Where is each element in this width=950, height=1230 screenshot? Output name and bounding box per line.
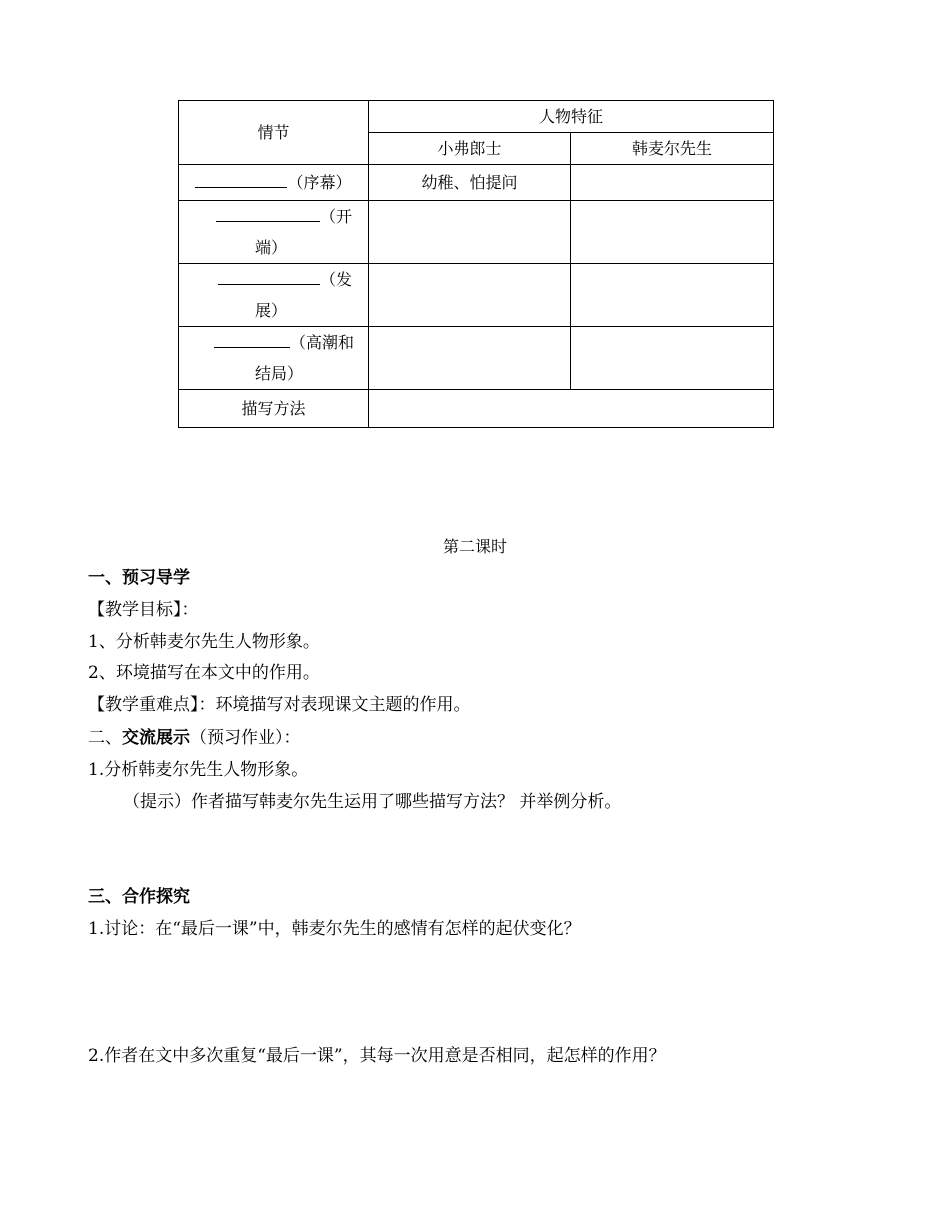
method-label: 描写方法 xyxy=(179,390,369,428)
table-row xyxy=(179,327,774,390)
key-text: 环境描写对表现课文主题的作用。 xyxy=(215,695,471,715)
row-label-climax: （高潮和 结局） xyxy=(179,327,369,390)
key-label: 【教学重难点】： xyxy=(88,695,216,715)
table-row xyxy=(179,165,774,201)
fill-blank[interactable] xyxy=(216,203,320,222)
row-hamel-cell xyxy=(571,264,774,327)
row-franz-cell xyxy=(369,201,571,264)
row-label-development: （发 展） xyxy=(179,264,369,327)
header-hamel: 韩麦尔先生 xyxy=(571,133,774,165)
heading-preview: 一、预习导学 xyxy=(88,568,190,588)
row-hamel-cell xyxy=(571,201,774,264)
table-row xyxy=(179,390,774,428)
row-franz-cell xyxy=(369,264,571,327)
row-hamel-cell xyxy=(571,327,774,390)
row-label-beginning: （开 端） xyxy=(179,201,369,264)
goal-1: 1、分析韩麦尔先生人物形象。 xyxy=(88,632,320,652)
goal-2: 2、环境描写在本文中的作用。 xyxy=(88,663,320,683)
key-points xyxy=(88,693,471,717)
row-franz-cell: 幼稚、怕提问 xyxy=(369,165,571,201)
row-hamel-cell xyxy=(571,165,774,201)
exchange-item-1: 1.分析韩麦尔先生人物形象。 xyxy=(88,760,309,780)
header-franz: 小弗郎士 xyxy=(369,133,571,165)
method-value xyxy=(369,390,774,428)
fill-blank[interactable] xyxy=(218,266,320,285)
row-label-prologue: （序幕） xyxy=(179,165,369,201)
row-franz-cell xyxy=(369,327,571,390)
header-plot: 情节 xyxy=(179,101,369,165)
section-title: 第二课时 xyxy=(442,537,507,556)
header-character-traits: 人物特征 xyxy=(369,101,774,133)
exchange-hint: （提示）作者描写韩麦尔先生运用了哪些描写方法？ 并举例分析。 xyxy=(123,792,622,812)
question-1: 1.讨论：在“最后一课”中，韩麦尔先生的感情有怎样的起伏变化？ xyxy=(88,919,581,939)
goals-label: 【教学目标】： xyxy=(88,600,199,620)
heading-exchange: 二、交流展示（预习作业）： xyxy=(88,728,301,748)
fill-blank[interactable] xyxy=(214,329,290,348)
table-row xyxy=(179,201,774,264)
question-2: 2.作者在文中多次重复“最后一课”，其每一次用意是否相同，起怎样的作用？ xyxy=(88,1046,666,1066)
fill-blank[interactable] xyxy=(195,169,287,188)
heading-cooperate: 三、合作探究 xyxy=(88,887,190,907)
table-row xyxy=(179,264,774,327)
plot-character-table xyxy=(178,100,774,428)
